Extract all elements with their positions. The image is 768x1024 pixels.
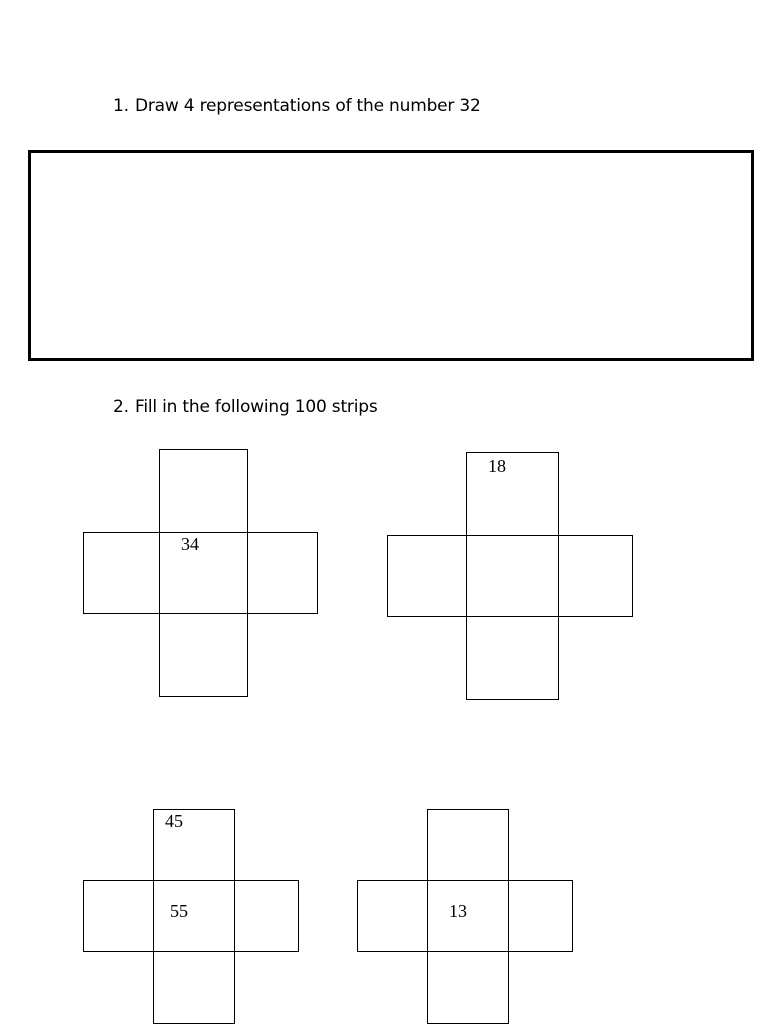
- strip-1-center-value: 34: [181, 534, 199, 554]
- strip-4-right-cell[interactable]: [508, 880, 573, 952]
- answer-box[interactable]: [28, 150, 754, 361]
- question-1-text: Draw 4 representations of the number 32: [135, 96, 481, 116]
- strip-2-left-cell[interactable]: [387, 535, 467, 617]
- strip-2-bottom-cell[interactable]: [466, 616, 559, 700]
- strip-4-top-cell[interactable]: [427, 809, 509, 881]
- strip-3-bottom-cell[interactable]: [153, 951, 235, 1024]
- question-1-number: 1.: [113, 96, 129, 116]
- strip-3-center-cell[interactable]: [153, 880, 235, 952]
- strip-1-bottom-cell[interactable]: [159, 613, 248, 697]
- strip-1-center-cell[interactable]: [159, 532, 248, 614]
- question-2: [113, 397, 377, 417]
- strip-2-top-cell[interactable]: [466, 452, 559, 536]
- strip-3-left-cell[interactable]: [83, 880, 154, 952]
- strip-4-left-cell[interactable]: [357, 880, 428, 952]
- strip-2-top-value: 18: [488, 456, 506, 476]
- strip-3-right-cell[interactable]: [234, 880, 299, 952]
- strip-2-center-cell[interactable]: [466, 535, 559, 617]
- strip-2-right-cell[interactable]: [558, 535, 633, 617]
- strip-4-bottom-cell[interactable]: [427, 951, 509, 1024]
- question-1: [113, 96, 481, 116]
- strip-4-center-cell[interactable]: [427, 880, 509, 952]
- question-2-text: Fill in the following 100 strips: [135, 397, 378, 417]
- strip-3-top-value: 45: [165, 811, 183, 831]
- strip-1-left-cell[interactable]: [83, 532, 160, 614]
- strip-1-right-cell[interactable]: [247, 532, 318, 614]
- question-2-number: 2.: [113, 397, 129, 417]
- strip-1-top-cell[interactable]: [159, 449, 248, 533]
- strip-4-center-value: 13: [449, 901, 467, 921]
- strip-3-center-value: 55: [170, 901, 188, 921]
